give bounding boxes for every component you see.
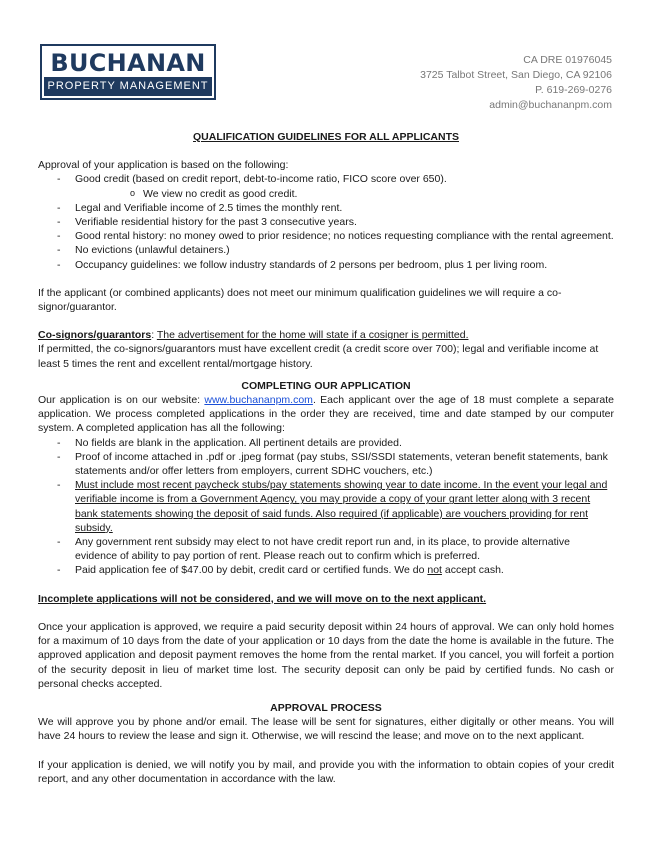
document-body xyxy=(38,130,614,786)
incomplete-notice: Incomplete applications will not be considered, and we will move on to the next applicant. xyxy=(38,592,487,605)
website-link[interactable]: www.buchananpm.com xyxy=(204,394,313,407)
fee-text-pre: Paid application fee of $47.00 by debit, credit card or certified funds. We do xyxy=(75,564,428,577)
completing-text-pre: Our application is on our website: xyxy=(38,394,205,407)
list-item xyxy=(38,172,614,200)
list-item: - Legal and Verifiable income of 2.5 times the monthly rent. xyxy=(38,201,614,215)
address: 3725 Talbot Street, San Diego, CA 92106 xyxy=(420,69,612,81)
credit-item-text: Good credit (based on credit report, debt-to-income ratio, FICO score over 650). xyxy=(75,173,447,186)
completing-text-post: . Each applicant over the age of 18 must complete a separate application. We process completed applications in the order they are received, time and date stamped by our computer system. A completed application has all the following: xyxy=(38,394,614,435)
list-item: - Proof of income attached in .pdf or .jpeg format (pay stubs, SSI/SSDI statements, veteran benefit statements, bank statements and/or offer letters from employers, current SDHC vouchers, etc.) xyxy=(38,450,614,478)
deposit-paragraph: Once your application is approved, we require a paid security deposit within 24 hours of approval. We can only hold homes for a maximum of 10 days from the date of your application or 10 days from the date the home is available in the future. The approved application and deposit payment removes the home from the rental market. If you cancel, you will forfeit a portion of the security deposit in lieu of market time lost. The security deposit can only be paid by certified funds. No cash or personal checks accepted. xyxy=(38,620,614,690)
credit-subitem: o We view no credit as good credit. xyxy=(75,187,614,201)
phone: P. 619-269-0276 xyxy=(535,84,612,96)
completing-title: COMPLETING OUR APPLICATION xyxy=(241,379,411,392)
approval-text: We will approve you by phone and/or email. The lease will be sent for signatures, either digitally or other means. You will have 24 hours to review the lease and sign it. Otherwise, we will rescind the lease; and move on to the next applicant. xyxy=(38,716,614,743)
list-item: - No fields are blank in the application. All pertinent details are provided. xyxy=(38,436,614,450)
list-item xyxy=(38,563,614,577)
cosigners-ad: The advertisement for the home will state if a cosigner is permitted. xyxy=(156,329,469,342)
denied-text: If your application is denied, we will notify you by mail, and provide you with the information to obtain copies of your credit report, and any other documentation in accordance with the law. xyxy=(38,758,614,785)
cosigners-heading xyxy=(38,328,614,342)
logo-main-text: BUCHANAN xyxy=(50,49,206,77)
completing-intro xyxy=(38,393,614,436)
logo-sub-text: PROPERTY MANAGEMENT xyxy=(44,77,212,96)
contact-block xyxy=(420,53,612,113)
list-item: - Must include most recent paycheck stubs/pay statements showing year to date income. In the event your legal and verifiable income is from a Government Agency, you may provide a copy of your grant letter along with 3 recent bank statements showing the deposit of said funds. Also required (if applicable) are vouchers providing for rent subsidy. xyxy=(38,478,614,535)
list-item: - Any government rent subsidy may elect to not have credit report run and, in its place, to provide alternative evidence of ability to pay portion of rent. Please reach out to confirm which is preferred. xyxy=(38,535,614,563)
email: admin@buchananpm.com xyxy=(489,99,612,111)
completing-list xyxy=(38,436,614,578)
cosigner-note: If the applicant (or combined applicants) does not meet our minimum qualification guidelines we will require a co-signor/guarantor. xyxy=(38,286,562,314)
fee-text-post: accept cash. xyxy=(441,564,504,577)
cosigners-colon: : xyxy=(151,329,157,342)
list-item: - Verifiable residential history for the past 3 consecutive years. xyxy=(38,215,614,229)
list-item: - Occupancy guidelines: we follow industry standards of 2 persons per bedroom, plus 1 per living room. xyxy=(38,258,614,272)
fee-not: not xyxy=(427,564,442,577)
approval-title: APPROVAL PROCESS xyxy=(270,701,382,714)
cosigners-requirements: If permitted, the co-signors/guarantors must have excellent credit (a credit score over 700); legal and verifiable income at least 5 times the rent and excellent rental/mortgage history. xyxy=(38,343,599,370)
dre-number: CA DRE 01976045 xyxy=(523,54,612,66)
qualification-list xyxy=(38,172,614,271)
list-item: - No evictions (unlawful detainers.) xyxy=(38,243,614,257)
qualification-title: QUALIFICATION GUIDELINES FOR ALL APPLICANTS xyxy=(193,131,459,143)
qualification-intro: Approval of your application is based on the following: xyxy=(38,159,289,172)
cosigners-label: Co-signors/guarantors xyxy=(38,329,152,342)
list-item: - Good rental history: no money owed to prior residence; no notices requesting compliance with the rental agreement. xyxy=(38,229,614,243)
company-logo xyxy=(40,44,216,100)
